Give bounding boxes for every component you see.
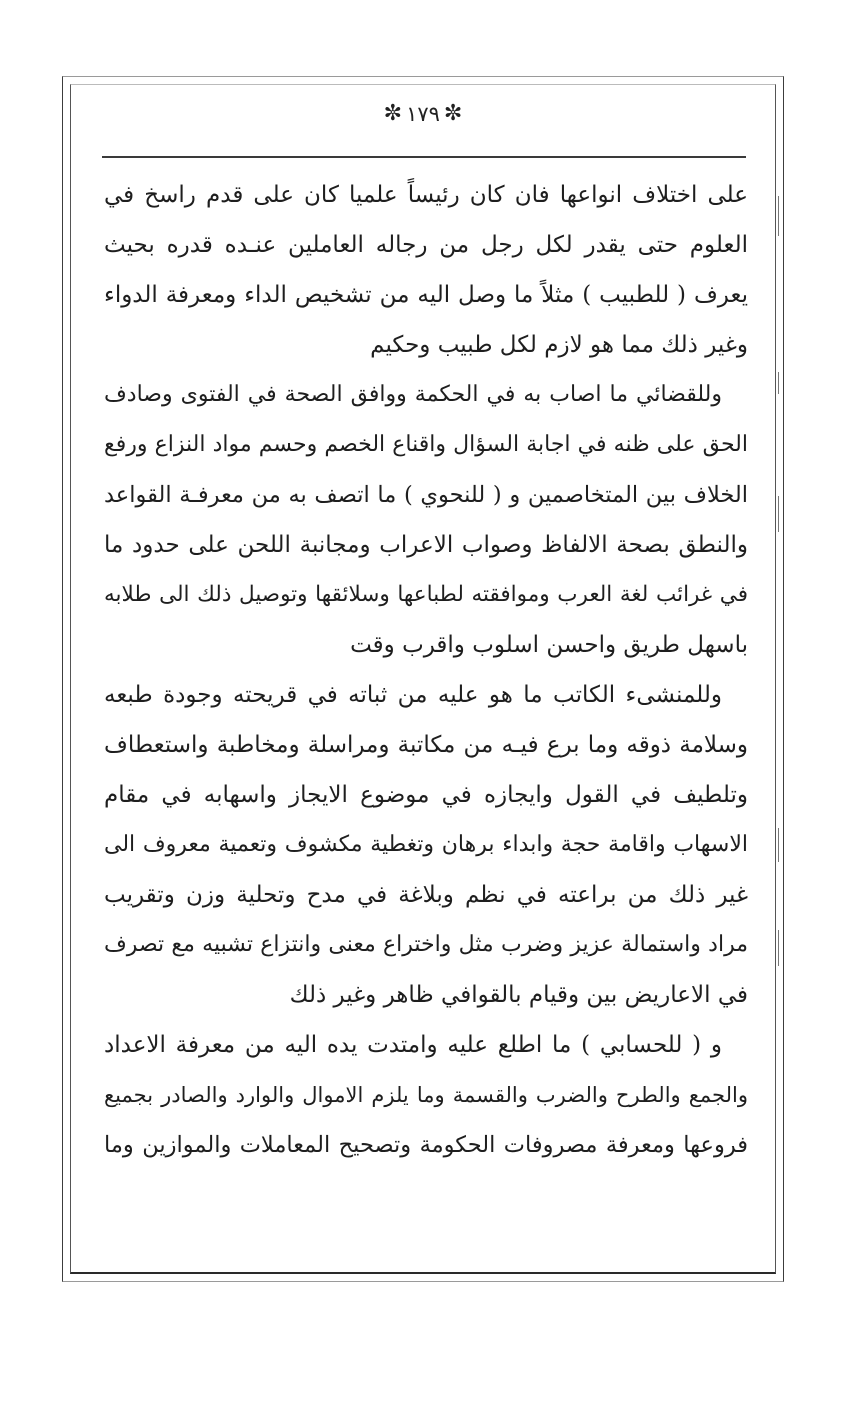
text-line: فروعها ومعرفة مصروفات الحكومة وتصحيح المعاملات والموازين وما <box>104 1132 748 1158</box>
paragraph <box>104 670 748 1020</box>
margin-tick <box>778 828 779 862</box>
text-line: مراد واستمالة عزيز وضرب مثل واختراع معنى وانتزاع تشبيه مع تصرف <box>104 932 748 957</box>
margin-tick <box>778 196 779 236</box>
text-line: وسلامة ذوقه وما برع فيـه من مكاتبة ومراسلة ومخاطبة واستعطاف <box>104 732 748 758</box>
text-line: في غرائب لغة العرب وموافقته لطباعها وسلائقها وتوصيل ذلك الى طلابه <box>104 582 748 607</box>
margin-tick <box>778 930 779 966</box>
page-number: ١٧٩ <box>406 102 440 126</box>
margin-tick <box>778 496 779 532</box>
paragraph <box>104 170 748 370</box>
text-line: الحق على ظنه في اجابة السؤال واقناع الخصم وحسم مواد النزاع ورفع <box>104 432 748 457</box>
text-line: والجمع والطرح والضرب والقسمة وما يلزم الاموال والوارد والصادر بجميع <box>104 1083 748 1107</box>
text-line: وتلطيف في القول وايجازه في موضوع الايجاز واسهابه في مقام <box>104 782 748 808</box>
paragraph <box>104 370 748 670</box>
text-line: الخلاف بين المتخاصمين و ( للنحوي ) ما اتصف به من معرفـة القواعد <box>104 482 748 508</box>
text-line: غير ذلك من براعته في نظم وبلاغة في مدح وتحلية وزن وتقريب <box>104 882 748 908</box>
ornament-left-icon: ✼ <box>383 101 403 126</box>
text-line: وغير ذلك مما هو لازم لكل طبيب وحكيم <box>370 332 748 358</box>
page-text <box>104 170 748 1170</box>
text-line: على اختلاف انواعها فان كان رئيساً علميا كان على قدم راسخ في <box>104 182 748 208</box>
text-line: والنطق بصحة الالفاظ وصواب الاعراب ومجانبة اللحن على حدود ما <box>104 532 748 558</box>
header-divider <box>102 156 746 158</box>
text-line: وللمنشىء الكاتب ما هو عليه من ثباته في قريحته وجودة طبعه <box>104 682 722 708</box>
text-line: وللقضائي ما اصاب به في الحكمة ووافق الصحة في الفتوى وصادف <box>104 382 722 407</box>
text-line: العلوم حتى يقدر لكل رجل من رجاله العاملين عنـده قدره بحيث <box>104 232 748 258</box>
text-line: في الاعاريض بين وقيام بالقوافي ظاهر وغير ذلك <box>289 982 748 1008</box>
margin-tick <box>778 372 779 394</box>
text-line: باسهل طريق واحسن اسلوب واقرب وقت <box>350 632 748 658</box>
paragraph <box>104 1020 748 1170</box>
text-line: يعرف ( للطبيب ) مثلاً ما وصل اليه من تشخيص الداء ومعرفة الدواء <box>104 282 748 308</box>
text-line: و ( للحسابي ) ما اطلع عليه وامتدت يده اليه من معرفة الاعداد <box>104 1032 722 1058</box>
page-header <box>70 94 776 134</box>
ornament-right-icon: ✼ <box>443 101 463 126</box>
text-line: الاسهاب واقامة حجة وابداء برهان وتغطية مكشوف وتعمية معروف الى <box>104 832 748 857</box>
